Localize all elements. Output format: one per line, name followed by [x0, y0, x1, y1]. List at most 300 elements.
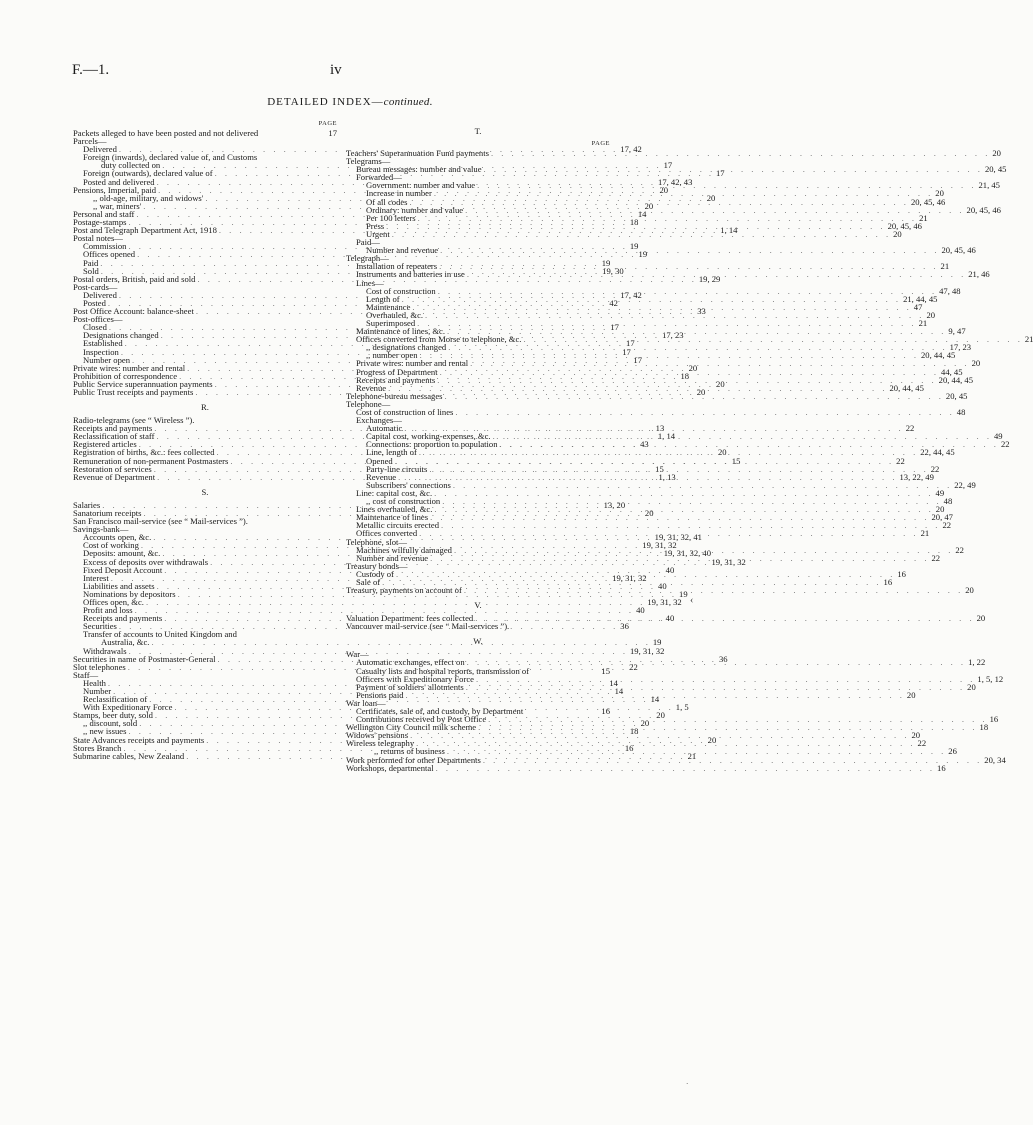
entry-pages: 17, 23 [662, 330, 684, 341]
entry-pages: 20 [706, 192, 716, 203]
entry-text: ,, old-age, military, and widows' [93, 192, 204, 203]
index-entry [73, 129, 337, 137]
entry-text: Receipts and payments [83, 613, 163, 624]
entry-pages: 20, 45, 46 [910, 196, 946, 207]
entry-text: Revenue of Department [73, 471, 156, 482]
entry-text: Radio-telegrams (see “ Wireless ”). [73, 415, 195, 426]
entry-text: Certificates, sale of, and custody, by Department [356, 706, 524, 716]
entry-pages: 20, 34 [984, 754, 1006, 765]
entry-text: ,, number open [366, 350, 418, 361]
entry-pages: 14 [614, 686, 624, 696]
entry-text: Cost of working [83, 540, 139, 551]
entry-pages: 20, 44, 45 [920, 350, 956, 361]
entry-pages: 19 [638, 249, 648, 260]
entry-text: Contributions received by Post Office [356, 714, 487, 725]
entry-text: Excess of deposits over withdrawals [83, 556, 209, 567]
entry-text: Offices opened [83, 249, 136, 260]
leader-dots [404, 691, 907, 699]
entry-text: Bureau messages: number and value [356, 164, 482, 175]
entry-text: Vancouver mail-service (see “ Mail-services ”). [346, 621, 510, 632]
entry-pages: 20 [893, 228, 902, 239]
entry-pages: 19 [629, 241, 639, 252]
entry-text: Foreign (outwards), declared value of [83, 168, 213, 179]
entry-text: Lines overhauled, &c. [356, 504, 433, 515]
index-entry [346, 762, 946, 773]
entry-pages: 19, 31, 32 [647, 596, 682, 607]
entry-text: Private wires: number and rental [356, 358, 469, 369]
entry-pages: 20, 45, 46 [887, 220, 922, 231]
entry-text: Pensions paid [356, 689, 404, 700]
entry-text: Posted and delivered [83, 176, 155, 187]
entry-pages: 13, 20 [603, 499, 626, 510]
entry-pages: 20, 45, 46 [966, 204, 1001, 215]
entry-text: Offices converted from Morse to telephone, &c. [356, 334, 522, 345]
entry-text: Reclassification of [83, 694, 148, 705]
entry-pages: 20, 44, 45 [889, 382, 924, 393]
entry-text: Salaries [73, 499, 101, 510]
entry-pages: 47, 48 [939, 285, 961, 296]
entry-text: Capital cost, working-expenses, &c. [366, 431, 491, 442]
section-letter: V. [474, 600, 482, 611]
leader-dots [428, 554, 931, 562]
entry-pages: 22, 44, 45 [920, 447, 955, 458]
entry-text: Health [83, 677, 106, 688]
entry-text: War loan— [346, 697, 386, 708]
leader-dots [453, 408, 956, 416]
leader-dots [248, 517, 337, 525]
entry-pages: 19, 31, 32, 41 [654, 532, 702, 543]
entry-text: Interest [83, 572, 109, 583]
entry-pages: 1, 14 [720, 225, 738, 236]
entry-pages: 17, 23 [949, 342, 972, 353]
entry-pages: 15 [601, 665, 610, 676]
entry-pages: 20 [707, 734, 717, 745]
entry-text: Withdrawals [83, 645, 127, 656]
entry-text: Delivered [83, 144, 117, 155]
leader-dots [258, 129, 328, 137]
entry-text: Cost of construction of lines [356, 407, 454, 417]
entry-pages: 22 [1000, 439, 1010, 450]
entry-text: Restoration of services [73, 463, 152, 474]
entry-text: Number and revenue [366, 245, 439, 256]
entry-text: Commission [83, 241, 127, 252]
entry-text: Profit and loss [83, 605, 133, 616]
entry-pages: 40 [636, 605, 645, 616]
entry-pages: 16 [883, 576, 893, 587]
entry-pages: 18 [680, 370, 690, 381]
entry-pages: 1, 14 [657, 431, 676, 442]
entry-text: Maintenance of lines [356, 512, 429, 523]
entry-pages: 20, 47 [931, 512, 953, 523]
entry-pages: 17, 42 [620, 144, 642, 155]
page-title-main: DETAILED INDEX— [267, 96, 384, 108]
entry-pages: 1, 5 [675, 702, 689, 713]
entry-pages: 49 [935, 487, 945, 498]
entry-pages: 22 [930, 463, 940, 474]
entry-pages: 18 [979, 722, 989, 733]
entry-pages: 1, 22 [968, 657, 986, 668]
entry-text: Number open [83, 354, 131, 365]
entry-text: Public Service superannuation payments [73, 378, 213, 389]
entry-pages: 13 [655, 423, 665, 434]
entry-text: Metallic circuits erected [356, 520, 440, 531]
entry-text: Widows' pensions [346, 730, 409, 741]
entry-text: Delivered [83, 289, 117, 300]
entry-pages: 44, 45 [941, 366, 963, 377]
section-letter: R. [201, 402, 209, 413]
entry-text: Overhauled, &c. [366, 309, 424, 320]
entry-text: Forwarded— [356, 172, 402, 183]
entry-pages: 21, 46 [968, 269, 990, 280]
entry-pages: 19, 31, 32 [612, 572, 647, 583]
entry-pages: 1, 13 [658, 471, 676, 482]
entry-text: Line: capital cost, &c. [356, 487, 433, 498]
page-title [0, 96, 700, 108]
entry-pages: 17 [626, 338, 635, 349]
entry-pages: 19, 31, 32, 40 [663, 548, 712, 559]
entry-text: ,, new issues [83, 726, 127, 737]
entry-text: ,, returns of business [374, 746, 445, 757]
entry-pages: 19, 31, 32 [711, 556, 746, 567]
entry-text: Party-line circuits [366, 463, 428, 474]
entry-text: Accounts open, &c. [83, 532, 152, 543]
entry-text: Postal notes— [73, 233, 123, 244]
entry-pages: 22 [955, 544, 964, 555]
entry-pages: 22 [896, 455, 905, 466]
entry-pages: 19, 31, 32 [642, 540, 677, 551]
entry-text: Post Office Account: balance-sheet [73, 306, 194, 317]
entry-pages: 40 [665, 564, 675, 575]
entry-pages: 21 [687, 750, 697, 761]
entry-text: Nominations by depositors [83, 588, 176, 599]
entry-pages: 20 [717, 447, 727, 458]
entry-text: With Expeditionary Force [83, 702, 173, 713]
leader-dots [482, 165, 985, 173]
entry-pages: 20 [640, 718, 650, 729]
entry-pages: 20 [935, 188, 944, 199]
entry-pages: 17, 42, 43 [658, 176, 693, 187]
entry-text: Telephone— [346, 398, 391, 409]
entry-text: Casualty lists and hospital reports, transmission of [356, 665, 530, 676]
entry-pages: 1, 5, 12 [977, 673, 1004, 684]
entry-pages: 20, 44, 45 [938, 374, 974, 385]
entry-pages: 21 [940, 261, 950, 272]
entry-text: Established [83, 338, 123, 349]
entry-text: Staff— [73, 669, 99, 680]
entry-pages: 18 [629, 726, 639, 737]
entry-pages: 14 [609, 677, 618, 688]
entry-text: Receipts and payments [356, 374, 436, 385]
leader-dots [417, 529, 920, 537]
entry-text: Submarine cables, New Zealand [73, 750, 185, 761]
entry-text: Automatic exchanges, effect on [356, 657, 465, 668]
entry-text: Of all codes [366, 196, 408, 207]
entry-pages: 16 [624, 742, 634, 753]
entry-pages: 19 [652, 637, 662, 648]
entry-text: Progress of Department [356, 366, 438, 377]
entry-pages: 20, 45, 46 [941, 245, 976, 256]
entry-text: Sold [83, 265, 99, 276]
entry-pages: 22 [905, 423, 915, 434]
entry-text: Foreign (inwards), declared value of, and Customs [83, 152, 258, 163]
entry-pages: 20 [992, 148, 1001, 158]
entry-text: Paid [83, 257, 99, 268]
entry-pages: 20 [967, 681, 976, 692]
entry-text: Securities in name of Postmaster-General [73, 653, 216, 664]
entry-text: Increase in number [366, 188, 432, 199]
entry-text: Savings-bank— [73, 524, 129, 535]
entry-text: Securities [83, 621, 117, 632]
entry-text: Telephone-bureau messages [346, 390, 443, 401]
entry-pages: 40 [665, 613, 675, 624]
page-title-continued: continued. [383, 96, 433, 108]
entry-text: Treasury, payments on account of [346, 585, 462, 596]
index-entry [346, 622, 610, 630]
entry-text: Private wires: number and rental [73, 362, 186, 373]
leader-dots [462, 586, 965, 594]
entry-text: Ordinary: number and value [366, 204, 464, 215]
entry-pages: 26 [948, 746, 957, 757]
entry-text: Officers with Expeditionary Force [356, 673, 474, 684]
entry-text: Number [83, 686, 112, 696]
entry-pages: 15 [655, 463, 664, 474]
entry-pages: 19, 31, 32 [629, 645, 665, 656]
entry-pages: 36 [620, 621, 629, 632]
entry-text: Revenue [366, 471, 397, 482]
entry-pages: 48 [943, 496, 953, 507]
margin-mark: ‹ [690, 595, 694, 606]
entry-pages: 20 [656, 710, 665, 721]
entry-text: Work performed for other Departments [346, 754, 481, 765]
entry-text: Inspection [83, 346, 119, 357]
entry-pages: 22 [931, 552, 941, 563]
entry-text: ,, designations changed [366, 342, 447, 353]
entry-text: Wellington City Council milk scheme [346, 722, 477, 733]
leader-dots [434, 764, 937, 772]
entry-pages: 20, 45 [984, 164, 1007, 175]
entry-pages: 16 [937, 762, 946, 773]
entry-pages: 20 [659, 184, 669, 195]
section-letter: W. [473, 636, 483, 647]
entry-text: Custody of [356, 568, 394, 579]
entry-pages: 17, 42 [620, 289, 642, 300]
entry-pages: 20 [911, 730, 921, 741]
entry-text: Per 100 letters [366, 212, 416, 223]
entry-text: Registration of births, &c.: fees collected [73, 447, 215, 458]
entry-pages: 21 [920, 528, 930, 539]
entry-text: Telegrams— [346, 156, 391, 167]
entry-pages: 17 [715, 168, 725, 179]
entry-pages: 14 [637, 208, 647, 219]
entry-text: Receipts and payments [73, 423, 153, 434]
leader-dots [443, 392, 946, 400]
page-column-heading: PAGE [318, 120, 337, 127]
entry-text: War— [346, 649, 369, 660]
entry-text: Revenue [356, 382, 387, 393]
entry-text: Urgent [366, 228, 390, 239]
entry-pages: 42 [609, 297, 618, 308]
entry-text: Subscribers' connections [366, 479, 451, 490]
entry-text: Fixed Deposit Account [83, 564, 163, 575]
entry-text: Designations changed [83, 330, 159, 341]
entry-pages: 48 [956, 407, 966, 417]
leader-dots [473, 614, 976, 622]
leader-dots [489, 149, 992, 157]
entry-pages: 17 [622, 346, 631, 357]
entry-text: Closed [83, 322, 107, 333]
entry-text: Wireless telegraphy [346, 738, 415, 749]
entry-text: Telegraph— [346, 253, 389, 264]
entry-text: duty collected on [101, 160, 161, 171]
entry-text: Australia, &c. [101, 637, 150, 648]
entry-pages: 20, 45 [945, 390, 968, 401]
entry-text: Sanatorium receipts [73, 507, 142, 518]
entry-pages: 19, 29 [698, 273, 721, 284]
entry-pages: 33 [697, 306, 706, 317]
entry-pages: 16 [601, 706, 610, 716]
entry-pages: 22, 49 [954, 479, 976, 490]
leader-dots [465, 270, 968, 278]
entry-pages: 40 [658, 580, 667, 591]
entry-text: Reclassification of staff [73, 431, 155, 442]
entry-text: Post and Telegraph Department Act, 1918 [73, 225, 217, 236]
entry-text: Installation of repeaters [356, 261, 438, 272]
entry-text: Valuation Department: fees collected [346, 613, 474, 624]
entry-pages: 20 [935, 504, 945, 515]
entry-text: ,, war, miners' [93, 200, 142, 211]
entry-text: Public Trust receipts and payments [73, 387, 194, 397]
entry-pages: 19 [679, 588, 688, 599]
entry-text: Transfer of accounts to United Kingdom and [83, 629, 237, 640]
entry-pages: 21 [1024, 334, 1033, 345]
entry-pages: 43 [640, 439, 649, 450]
entry-text: Remuneration of non-permanent Postmasters [73, 455, 229, 466]
entry-pages: 22 [629, 661, 638, 672]
entry-text: Offices open, &c. [83, 596, 144, 607]
entry-pages: 21, 45 [978, 180, 1000, 191]
entry-text: Prohibition of correspondence [73, 370, 178, 381]
entry-pages: 9, 47 [948, 326, 966, 337]
entry-pages: 16 [989, 714, 999, 725]
entry-pages: 17 [663, 160, 673, 171]
entry-text: Automatic [366, 423, 403, 434]
entry-pages: 17 [610, 322, 619, 333]
running-head-left: F.—1. [72, 62, 110, 78]
section-letter: T. [474, 126, 482, 136]
entry-text: Teachers' Superannuation Fund payments [346, 148, 489, 158]
entry-pages: 20 [688, 362, 698, 373]
entry-pages: 15 [731, 455, 741, 466]
entry-pages: 21 [919, 212, 928, 223]
entry-text: Connections: proportion to population [366, 439, 498, 450]
entry-text: Press [366, 220, 385, 231]
entry-text: Offices converted [356, 528, 418, 539]
entry-text: Cost of construction [366, 285, 436, 296]
entry-pages: 20 [696, 387, 706, 397]
entry-pages: 22 [942, 520, 952, 531]
entry-text: Postal orders, British, paid and sold [73, 273, 196, 284]
entry-pages: 19, 30 [602, 265, 624, 276]
section-letter: S. [201, 486, 209, 497]
entry-pages: 21, 44, 45 [903, 293, 938, 304]
entry-text: Pensions, Imperial, paid [73, 184, 157, 195]
entry-text: Posted [83, 297, 106, 308]
running-head-page-number: iv [330, 62, 342, 78]
entry-text: Stamps, beer duty, sold [73, 710, 153, 721]
entry-pages: 47 [913, 301, 923, 312]
entry-text: Machines wilfully damaged [356, 544, 452, 555]
entry-text: Stores Branch [73, 742, 122, 753]
leader-dots [465, 658, 968, 666]
entry-pages: 20 [716, 378, 725, 389]
entry-text: Post-offices— [73, 314, 123, 325]
entry-text: Superimposed [366, 317, 416, 328]
entry-pages: 14 [650, 694, 660, 705]
entry-pages: 20 [971, 358, 981, 369]
entry-text: Instruments and batteries in use [356, 269, 465, 280]
margin-mark: · [686, 1080, 689, 1088]
entry-pages: 19 [601, 257, 611, 268]
entry-pages: 20 [644, 507, 654, 518]
entry-text: Telephone, slot— [346, 536, 407, 547]
entry-pages: 20 [965, 585, 974, 596]
entry-pages: 16 [897, 568, 906, 579]
leader-dots [390, 230, 893, 238]
leader-dots [438, 246, 941, 254]
entry-pages: 18 [629, 217, 639, 228]
entry-text: Payment of soldiers' allotments [356, 681, 464, 692]
entry-pages: 20 [976, 613, 986, 624]
entry-text: Maintenance of lines, &c. [356, 326, 446, 337]
entry-pages: 13, 22, 49 [899, 471, 934, 482]
entry-pages: 17 [328, 128, 337, 138]
index-entry [73, 471, 676, 482]
entry-text: Deposits: amount, &c. [83, 548, 161, 559]
entry-pages: 17 [633, 354, 643, 365]
entry-text: Treasury bonds— [346, 560, 408, 571]
entry-text: Postage-stamps [73, 217, 127, 228]
entry-text: Registered articles [73, 439, 137, 450]
entry-text: Personal and staff [73, 208, 135, 219]
entry-pages: 22 [917, 738, 927, 749]
entry-text: Opened [366, 455, 393, 466]
entry-text: San Francisco mail-service (see “ Mail-services ”). [73, 516, 248, 527]
entry-text: Number and revenue [356, 552, 429, 563]
page-column-heading: PAGE [591, 140, 610, 147]
entry-pages: 36 [718, 653, 728, 664]
entry-text: Slot telephones [73, 661, 126, 672]
entry-text: Exchanges— [356, 415, 402, 426]
entry-text: Lines— [356, 277, 384, 288]
entry-pages: 49 [994, 431, 1003, 442]
entry-pages: 20 [926, 309, 936, 320]
entry-text: Post-cards— [73, 281, 118, 292]
entry-text: State Advances receipts and payments [73, 734, 205, 745]
entry-text: ,, cost of construction [366, 496, 441, 507]
entry-text: Line, length of [366, 447, 417, 458]
entry-text: Government: number and value [366, 180, 476, 191]
entry-text: Workshops, departmental [346, 762, 434, 773]
entry-text: Liabilities and assets [83, 580, 155, 591]
entry-text: Maintenance [366, 301, 411, 312]
entry-text: Paid— [356, 237, 380, 248]
leader-dots [509, 622, 610, 630]
entry-pages: 20 [644, 200, 654, 211]
entry-text: Length of [366, 293, 400, 304]
entry-text: Parcels— [73, 136, 107, 147]
entry-text: Sale of [356, 576, 381, 587]
entry-pages: 20 [906, 689, 916, 700]
